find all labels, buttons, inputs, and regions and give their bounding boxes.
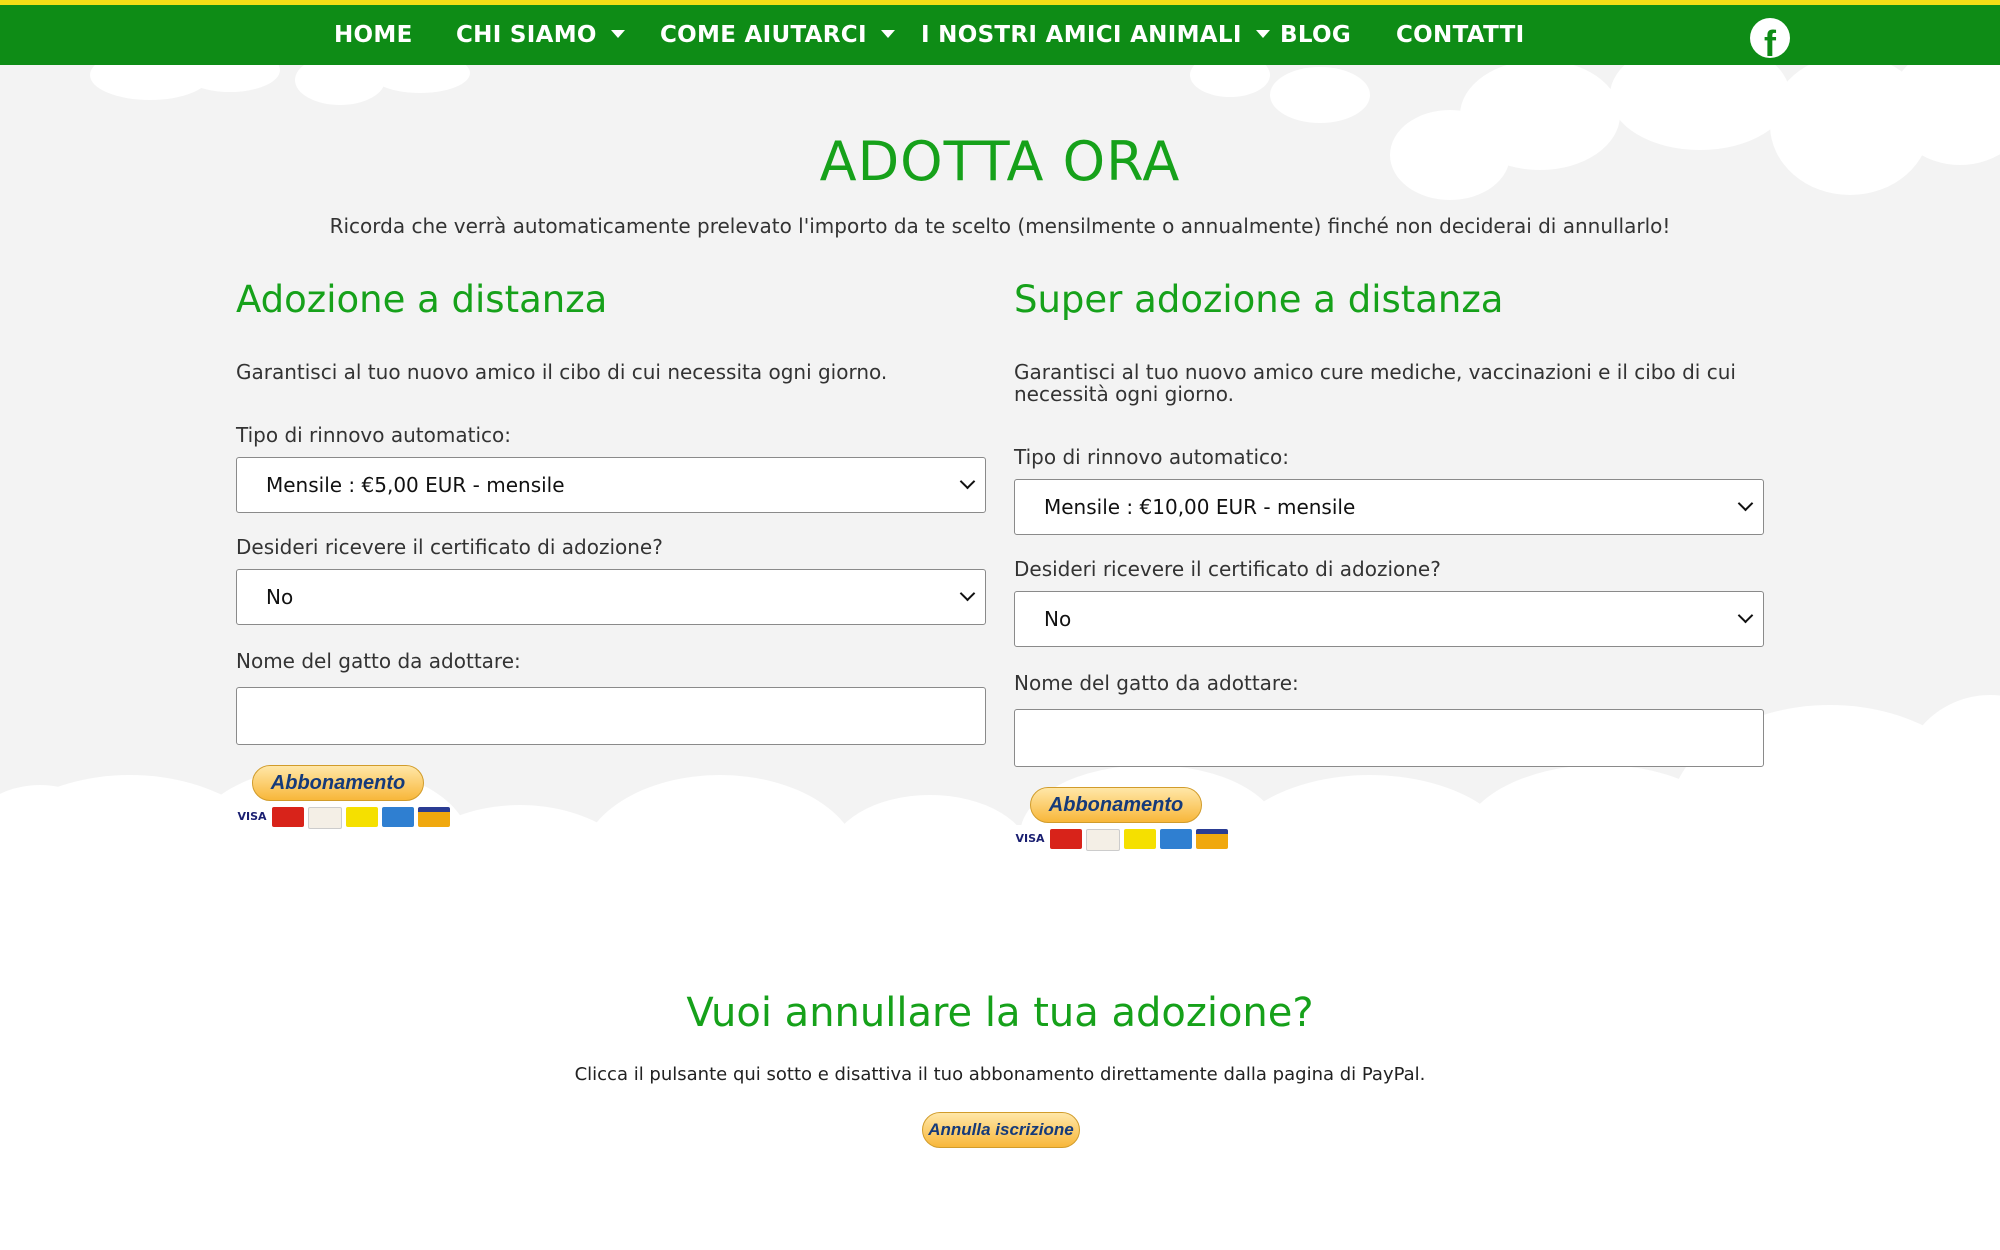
nav-item-blog[interactable] [1280, 5, 1351, 65]
amex-icon [382, 807, 414, 827]
payment-cards [236, 807, 986, 829]
cat-name-input[interactable] [236, 687, 986, 745]
nav-item-amici-animali[interactable] [921, 5, 1270, 65]
paypal-icon [308, 807, 342, 829]
page-title: ADOTTA ORA [819, 130, 1181, 193]
mastercard-icon [272, 807, 304, 827]
certificate-select-value: No [1044, 607, 1072, 631]
nav-item-label: HOME [334, 22, 413, 48]
nav-item-chi-siamo[interactable] [456, 5, 625, 65]
cat-name-input[interactable] [1014, 709, 1764, 767]
caret-down-icon [1256, 30, 1270, 38]
plan-super-adozione [1014, 275, 1764, 851]
plan-description: Garantisci al tuo nuovo amico cure mediche, vaccinazioni e il cibo di cui necessità ogni giorno. [1014, 360, 1736, 406]
renewal-select[interactable] [1014, 479, 1764, 535]
certificate-label: Desideri ricevere il certificato di adozione? [1014, 557, 1441, 581]
cat-name-label: Nome del gatto da adottare: [1014, 671, 1299, 695]
renewal-select-value: Mensile : €10,00 EUR - mensile [1044, 495, 1356, 519]
subscribe-button[interactable]: Abbonamento [252, 765, 424, 801]
chevron-down-icon [960, 586, 976, 602]
postepay-evolution-icon [418, 807, 450, 827]
intro-text: Ricorda che verrà automaticamente prelevato l'importo da te scelto (mensilmente o annualmente) finché non deciderai di annullarlo! [329, 214, 1671, 238]
postepay-icon [1124, 829, 1156, 849]
top-navigation-bar [0, 0, 2000, 65]
amex-icon [1160, 829, 1192, 849]
certificate-label: Desideri ricevere il certificato di adozione? [236, 535, 663, 559]
postepay-icon [346, 807, 378, 827]
visa-icon: VISA [1014, 829, 1046, 849]
facebook-icon[interactable]: f [1750, 18, 1790, 58]
nav-item-home[interactable] [334, 5, 413, 65]
cancel-title: Vuoi annullare la tua adozione? [686, 990, 1314, 1036]
cancel-subscription-button[interactable]: Annulla iscrizione [922, 1112, 1080, 1148]
postepay-evolution-icon [1196, 829, 1228, 849]
plan-adozione [236, 275, 986, 829]
cancel-text: Clicca il pulsante qui sotto e disattiva il tuo abbonamento direttamente dalla pagina di PayPal. [574, 1064, 1426, 1085]
nav-item-label: CONTATTI [1396, 22, 1525, 48]
chevron-down-icon [1738, 496, 1754, 512]
chevron-down-icon [1738, 608, 1754, 624]
visa-icon: VISA [236, 807, 268, 827]
plan-title: Super adozione a distanza [1014, 278, 1504, 321]
renewal-label: Tipo di rinnovo automatico: [1014, 445, 1289, 469]
main-nav [0, 5, 2000, 65]
nav-item-come-aiutarci[interactable] [660, 5, 895, 65]
nav-item-contatti[interactable] [1396, 5, 1524, 65]
mastercard-icon [1050, 829, 1082, 849]
plan-description: Garantisci al tuo nuovo amico il cibo di cui necessita ogni giorno. [236, 360, 888, 384]
certificate-select-value: No [266, 585, 294, 609]
certificate-select[interactable] [1014, 591, 1764, 647]
nav-item-label: CHI SIAMO [456, 22, 597, 48]
renewal-select-value: Mensile : €5,00 EUR - mensile [266, 473, 565, 497]
plan-title: Adozione a distanza [236, 278, 608, 321]
caret-down-icon [881, 30, 895, 38]
nav-item-label: BLOG [1280, 22, 1351, 48]
nav-item-label: COME AIUTARCI [660, 22, 867, 48]
renewal-select[interactable] [236, 457, 986, 513]
paypal-icon [1086, 829, 1120, 851]
caret-down-icon [611, 30, 625, 38]
certificate-select[interactable] [236, 569, 986, 625]
subscribe-button[interactable]: Abbonamento [1030, 787, 1202, 823]
cat-name-label: Nome del gatto da adottare: [236, 649, 521, 673]
renewal-label: Tipo di rinnovo automatico: [236, 423, 511, 447]
chevron-down-icon [960, 474, 976, 490]
nav-item-label: I NOSTRI AMICI ANIMALI [921, 22, 1242, 48]
payment-cards [1014, 829, 1764, 851]
